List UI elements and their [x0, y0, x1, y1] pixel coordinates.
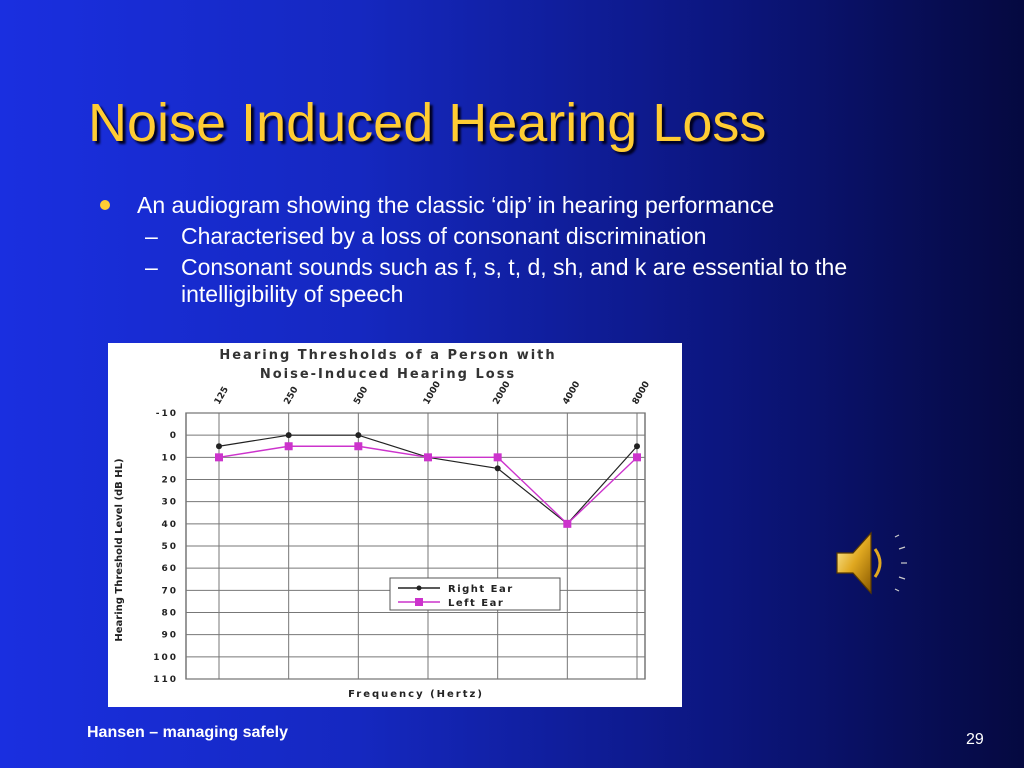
sub-bullet-item: [100, 254, 941, 308]
data-point-left-ear: [285, 442, 293, 450]
legend-left-ear-label: Left Ear: [448, 598, 505, 609]
data-point-right-ear: [495, 465, 501, 471]
x-tick-label: 8000: [630, 379, 653, 407]
legend-right-ear-marker: [417, 586, 422, 591]
bullet-item: [100, 192, 950, 219]
y-tick-label: 10: [161, 453, 178, 464]
sub-bullet-text: Consonant sounds such as f, s, t, d, sh, and k are essential to the intelligibility of speech: [181, 254, 848, 307]
x-tick-label: 2000: [491, 379, 513, 407]
audiogram-svg: [108, 343, 682, 707]
sub-bullet-text: Characterised by a loss of consonant discrimination: [181, 223, 707, 249]
footer-title: Hansen – managing safely: [87, 724, 288, 741]
y-axis-label: Hearing Threshold Level (dB HL): [114, 458, 125, 642]
chart-title-line-1: Hearing Thresholds of a Person with: [219, 348, 557, 363]
data-point-right-ear: [216, 443, 222, 449]
y-tick-label: 40: [161, 519, 178, 530]
bullet-list: [100, 192, 950, 312]
data-point-right-ear: [355, 432, 361, 438]
x-tick-label: 250: [282, 385, 301, 407]
data-point-right-ear: [286, 432, 292, 438]
y-tick-label: 110: [153, 675, 178, 685]
sub-bullet-list: [100, 223, 950, 308]
slide-title: Noise Induced Hearing Loss: [88, 93, 767, 153]
audiogram-chart: [108, 343, 682, 707]
x-tick-label: 125: [212, 385, 231, 407]
bullet-text: An audiogram showing the classic ‘dip’ in hearing performance: [137, 192, 775, 218]
y-tick-label: 30: [161, 497, 178, 508]
y-tick-label: 50: [161, 542, 178, 552]
y-tick-label: -10: [155, 409, 178, 419]
data-point-left-ear: [424, 453, 432, 461]
x-axis-label: Frequency (Hertz): [348, 689, 484, 700]
y-tick-label: 70: [161, 586, 178, 597]
chart-ticks: [153, 380, 652, 685]
chart-legend: [390, 578, 560, 610]
y-tick-label: 20: [161, 475, 178, 486]
y-tick-label: 60: [161, 564, 178, 575]
page-number: 29: [966, 731, 984, 748]
data-point-left-ear: [494, 453, 502, 461]
sub-bullet-dash: –: [145, 254, 158, 280]
data-point-left-ear: [354, 442, 362, 450]
x-tick-label: 500: [352, 385, 371, 407]
speaker-icon[interactable]: [833, 527, 913, 603]
x-tick-label: 1000: [421, 379, 444, 407]
bullet-dot: [100, 200, 110, 210]
data-point-left-ear: [563, 520, 571, 528]
chart-title-line-2: Noise-Induced Hearing Loss: [259, 367, 517, 382]
legend-left-ear-marker: [415, 598, 423, 606]
y-tick-label: 80: [161, 608, 178, 619]
x-tick-label: 4000: [561, 379, 583, 407]
data-point-left-ear: [633, 453, 641, 461]
sub-bullet-dash: –: [145, 223, 158, 249]
y-tick-label: 100: [153, 652, 178, 663]
data-point-left-ear: [215, 453, 223, 461]
y-tick-label: 0: [169, 431, 178, 442]
data-point-right-ear: [634, 443, 640, 449]
sub-bullet-item: [100, 223, 941, 250]
legend-right-ear-label: Right Ear: [448, 584, 514, 595]
y-tick-label: 90: [161, 630, 178, 641]
